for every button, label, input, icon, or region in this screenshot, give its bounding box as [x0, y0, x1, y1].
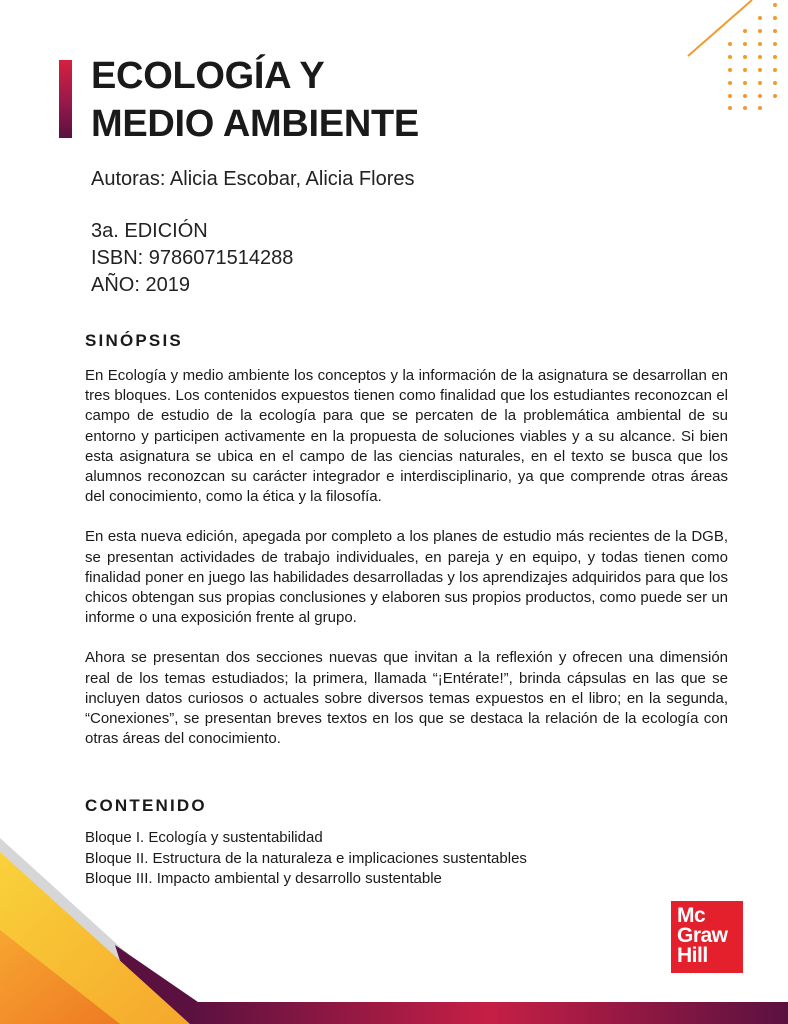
authors: Autoras: Alicia Escobar, Alicia Flores — [91, 168, 415, 190]
contents-item: Bloque III. Impacto ambiental y desarrollo sustentable — [85, 870, 442, 887]
contents-heading: CONTENIDO — [85, 796, 207, 815]
synopsis-heading: SINÓPSIS — [85, 331, 183, 350]
year: AÑO: 2019 — [91, 274, 190, 296]
synopsis-body — [85, 366, 728, 769]
synopsis-paragraph: Ahora se presentan dos secciones nuevas que invitan a la reflexión y ofrecen una dimensión real de los temas estudiados; la primera, llamada “¡Entérate!”, brinda cápsulas en las que se incluyen datos curiosos o actuales sobre diversos temas expuestos en el libro; en la segunda, “Conexiones”, se presentan breves textos en los que se destaca la relación de la ecología con otras áreas del conocimiento. — [85, 649, 728, 748]
synopsis-paragraph: En esta nueva edición, apegada por completo a los planes de estudio más recientes de la DGB, se presentan actividades de trabajo individuales, en pareja y en equipo, y todas tienen como finalidad poner en juego las habilidades desarrolladas y los aprendizajes adquiridos para que los chicos obtengan sus propias conclusiones y elaboren sus propios productos, como puede ser un informe o una exposición frente al grupo. — [85, 528, 728, 627]
title-line-1: ECOLOGÍA Y — [91, 55, 325, 97]
isbn: ISBN: 9786071514288 — [91, 247, 294, 269]
contents-item: Bloque II. Estructura de la naturaleza e implicaciones sustentables — [85, 849, 527, 867]
corner-accent-line — [688, 0, 752, 56]
dot-pattern — [728, 3, 777, 110]
book-title — [91, 52, 419, 148]
edition: 3a. EDICIÓN — [91, 220, 208, 242]
bottom-bar — [190, 1002, 788, 1024]
mcgraw-hill-logo — [671, 901, 743, 973]
title-accent-bar — [59, 60, 72, 138]
contents-list — [85, 828, 527, 890]
logo-line-3: Hill — [677, 944, 708, 967]
edition-info — [91, 218, 293, 299]
contents-item: Bloque I. Ecología y sustentabilidad — [85, 829, 323, 846]
title-line-2: MEDIO AMBIENTE — [91, 103, 419, 145]
logo-line-1: Mc — [677, 904, 706, 927]
synopsis-paragraph: En Ecología y medio ambiente los conceptos y la información de la asignatura se desarrollan en tres bloques. Los contenidos expuestos tienen como finalidad que los estudiantes reconozcan el campo de estudio de la ecología para que se percaten de la problemática ambiental de su entorno y participen activamente en la propuesta de soluciones viables y a su alcance. Si bien esta asignatura se ubica en el campo de las ciencias naturales, en el texto se busca que los alumnos reconozcan su carácter integrador e interdisciplinario, ya que comprende otras áreas del conocimiento, como la ética y la filosofía. — [85, 367, 728, 506]
logo-line-2: Graw — [677, 924, 728, 947]
